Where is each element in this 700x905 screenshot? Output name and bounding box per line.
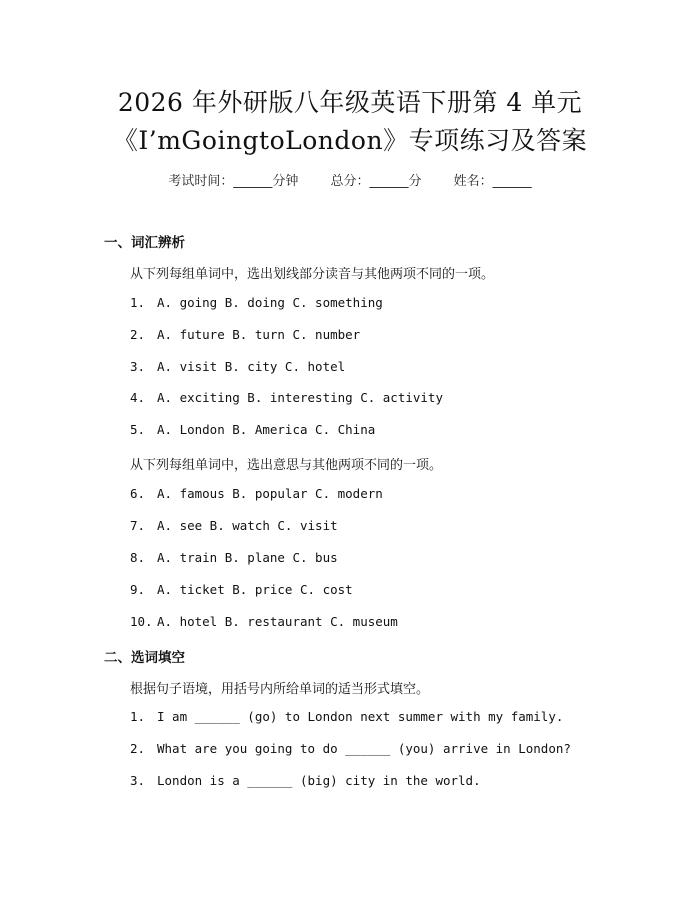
question-item [130,550,338,565]
question-item [130,773,481,788]
question-item [130,709,563,724]
question-number: 3. [130,359,146,374]
student-name: 姓名：______ [453,174,532,189]
question-text: What are you going to do ______ (you) arrive in London? [157,741,571,756]
question-number: 1. [130,295,146,310]
question-item [130,327,360,342]
question-item [130,295,383,310]
question-text: A. hotel B. restaurant C. museum [157,614,398,629]
question-item [130,518,338,533]
question-number: 4. [130,390,146,405]
section-1-instruction-b: 从下列每组单词中，选出意思与其他两项不同的一项。 [130,458,443,473]
title-line-2: 《I’mGoingtoLondon》专项练习及答案 [112,126,588,155]
question-text: A. see B. watch C. visit [157,518,338,533]
question-number: 1. [130,709,146,724]
question-text: A. future B. turn C. number [157,327,361,342]
question-item [130,486,383,501]
section-1-heading: 一、词汇辨析 [104,235,185,251]
question-item [130,614,398,629]
question-number: 9. [130,582,146,597]
question-text: A. visit B. city C. hotel [157,359,346,374]
question-item [130,422,375,437]
exam-score: 总分：______分 [330,174,422,189]
question-item [130,741,571,756]
question-item [130,359,345,374]
question-number: 7. [130,518,146,533]
question-text: A. train B. plane C. bus [157,550,338,565]
exam-time: 考试时间：______分钟 [168,174,299,189]
question-text: A. exciting B. interesting C. activity [157,390,443,405]
section-2-instruction: 根据句子语境，用括号内所给单词的适当形式填空。 [130,682,430,697]
question-text: A. London B. America C. China [157,422,376,437]
question-text: A. ticket B. price C. cost [157,582,353,597]
question-number: 2. [130,741,146,756]
question-text: London is a ______ (big) city in the world. [157,773,481,788]
question-number: 5. [130,422,146,437]
question-number: 8. [130,550,146,565]
question-text: A. going B. doing C. something [157,295,383,310]
question-number: 3. [130,773,146,788]
section-1-instruction-a: 从下列每组单词中，选出划线部分读音与其他两项不同的一项。 [130,267,495,282]
section-2-heading: 二、选词填空 [104,650,185,666]
title-line-1: 2026 年外研版八年级英语下册第 4 单元 [117,88,583,117]
question-text: A. famous B. popular C. modern [157,486,383,501]
question-number: 10. [130,614,153,629]
question-number: 2. [130,327,146,342]
question-text: I am ______ (go) to London next summer with my family. [157,709,564,724]
question-item [130,582,353,597]
exam-info [0,170,700,189]
question-item [130,390,443,405]
question-number: 6. [130,486,146,501]
